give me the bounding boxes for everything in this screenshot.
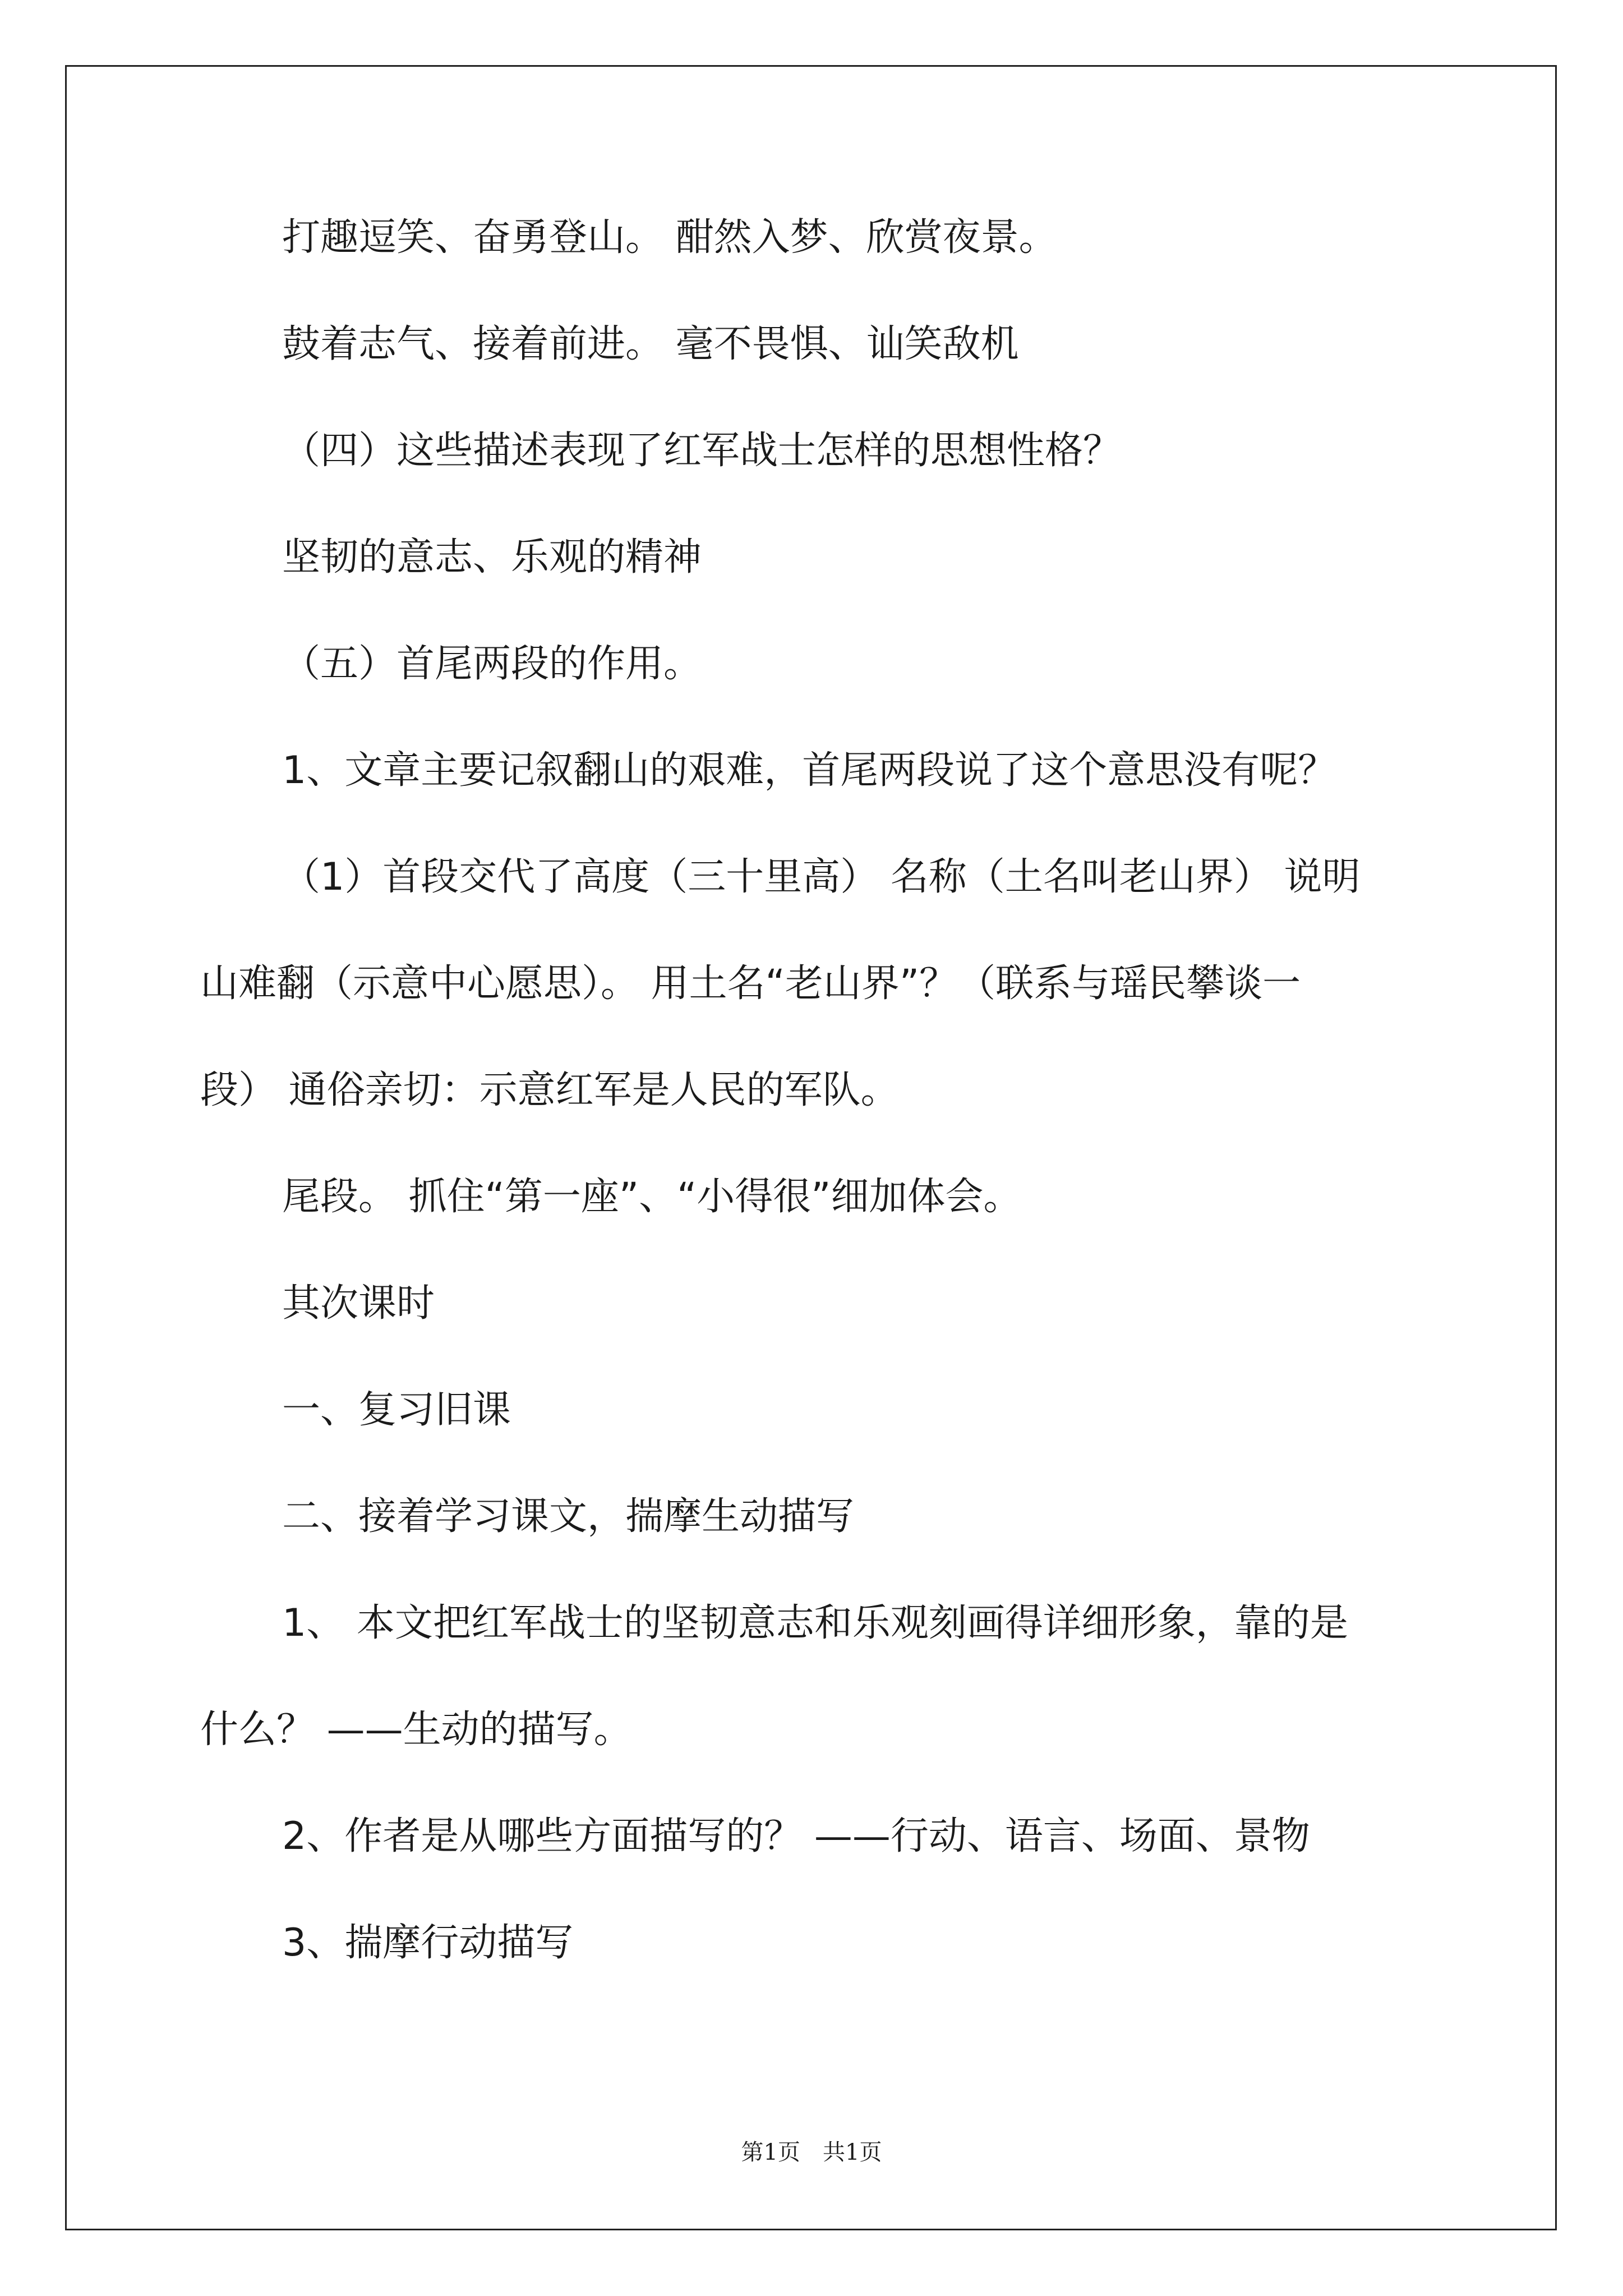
text-line: （四）这些描述表现了红军战士怎样的思想性格？ — [282, 429, 1122, 473]
text-line: 1、 本文把红军战士的坚韧意志和乐观刻画得详细形象，靠的是 — [282, 1601, 1348, 1645]
document-body — [200, 211, 1434, 2023]
text-line: 3、揣摩行动描写 — [282, 1921, 574, 1965]
text-line: 尾段。 抓住“第一座”、“小得很”细加体会。 — [282, 1175, 1022, 1219]
text-line: 1、文章主要记叙翻山的艰难，首尾两段说了这个意思没有呢？ — [282, 748, 1336, 793]
text-line: 打趣逗笑、奋勇登山。 酣然入梦、欣赏夜景。 — [282, 215, 1057, 260]
text-line: 鼓着志气、接着前进。 毫不畏惧、讪笑敌机 — [282, 322, 1019, 366]
text-line: 段） 通俗亲切：示意红军是人民的军队。 — [200, 1068, 899, 1112]
section-heading: 其次课时 — [282, 1281, 435, 1326]
text-line: （五）首尾两段的作用。 — [282, 642, 702, 686]
text-line: 山难翻（示意中心愿思）。 用土名“老山界”？（联系与瑶民攀谈一 — [200, 961, 1301, 1006]
text-line: 一、复习旧课 — [282, 1388, 511, 1432]
text-line: 2、作者是从哪些方面描写的？ ——行动、语言、场面、景物 — [282, 1814, 1310, 1858]
text-line: 二、接着学习课文，揣摩生动描写 — [282, 1494, 855, 1539]
page-footer — [0, 2137, 1623, 2168]
text-line: （1）首段交代了高度（三十里高） 名称（土名叫老山界） 说明 — [282, 855, 1361, 899]
text-line: 什么？ ——生动的描写。 — [200, 1708, 632, 1752]
text-line: 坚韧的意志、乐观的精神 — [282, 535, 702, 579]
page-number-label: 第1页 共1页 — [741, 2139, 882, 2165]
